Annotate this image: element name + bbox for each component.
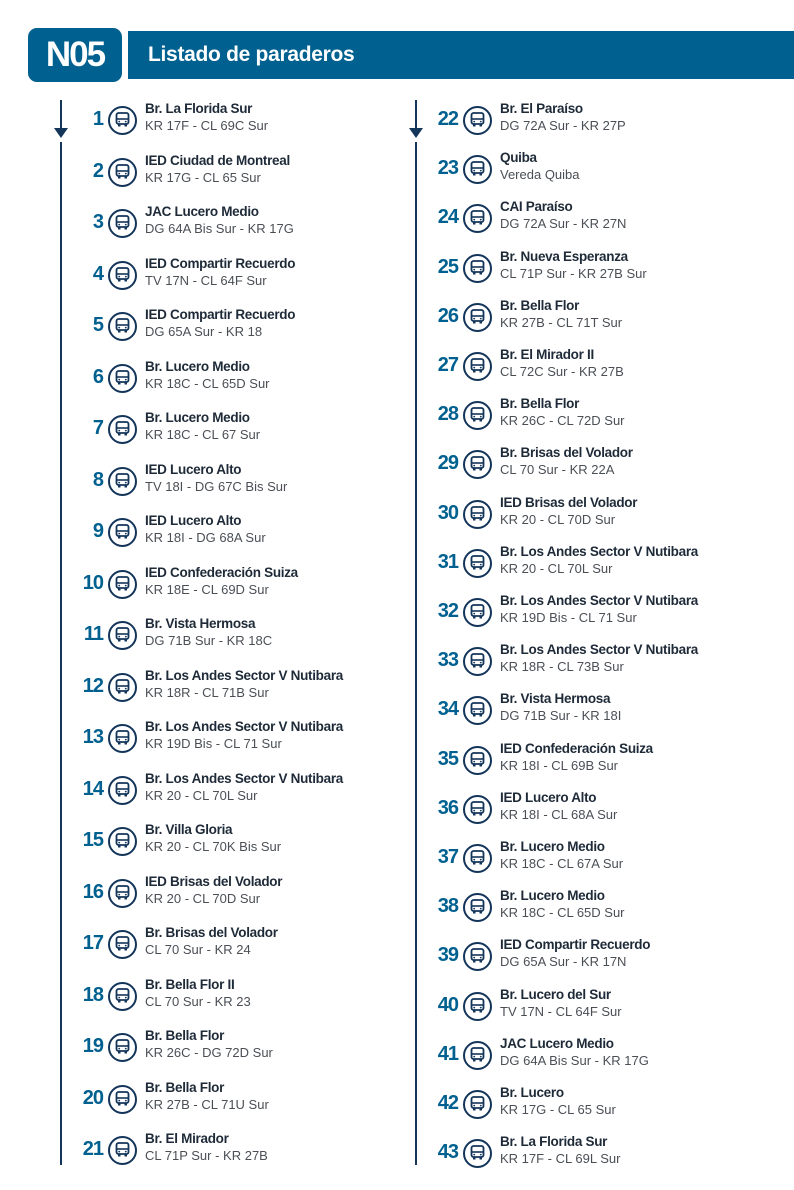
stop-address: DG 72A Sur - KR 27P [500, 118, 626, 133]
stop-address: CL 70 Sur - KR 22A [500, 462, 615, 478]
list-item [40, 410, 400, 450]
stop-number: 22 [437, 108, 458, 130]
stop-number: 39 [437, 944, 458, 967]
stop-name: IED Lucero Alto [145, 461, 242, 477]
stop-number: 35 [437, 747, 458, 770]
stop-name: IED Brisas del Volador [145, 873, 283, 889]
list-item [40, 101, 400, 141]
bus-icon [463, 106, 492, 135]
stop-name: CAI Paraíso [500, 199, 573, 215]
stop-address: CL 70 Sur - KR 23 [145, 993, 251, 1009]
list-item [395, 248, 755, 289]
stop-number: 13 [82, 726, 103, 748]
stop-name: Br. Lucero Medio [145, 410, 250, 425]
bus-icon [108, 312, 137, 341]
stop-number: 43 [437, 1141, 458, 1164]
list-item [40, 307, 400, 347]
bus-icon [108, 158, 137, 187]
stop-address: KR 18I - CL 69B Sur [500, 757, 619, 773]
stop-number: 23 [437, 157, 458, 180]
bus-icon [108, 776, 137, 805]
stop-address: Vereda Quiba [500, 167, 580, 183]
bus-icon [108, 879, 137, 908]
bus-icon [108, 1085, 137, 1114]
bus-icon [463, 303, 492, 332]
stop-name: IED Confederación Suiza [500, 740, 653, 756]
bus-icon [463, 844, 492, 873]
list-item [40, 461, 400, 502]
bus-icon [463, 893, 492, 922]
bus-icon [108, 1033, 137, 1062]
list-item [395, 937, 755, 977]
list-item [40, 719, 400, 759]
bus-icon [463, 352, 492, 381]
stop-name: Br. Vista Hermosa [145, 616, 256, 631]
stop-address: KR 18C - CL 65D Sur [145, 375, 270, 391]
list-item [40, 925, 400, 965]
stop-number: 42 [437, 1092, 458, 1114]
list-item [395, 1085, 755, 1125]
list-item [40, 770, 400, 811]
list-item [395, 494, 755, 535]
stop-name: Br. El Mirador [145, 1131, 229, 1146]
stop-name: Br. Lucero Medio [145, 358, 250, 374]
stop-address: KR 18R - CL 71B Sur [145, 684, 269, 700]
stop-name: Br. La Florida Sur [145, 101, 253, 116]
stop-name: Br. Brisas del Volador [145, 925, 278, 940]
stop-number: 29 [437, 452, 458, 475]
list-item [395, 888, 755, 928]
header-bar [128, 31, 794, 79]
list-item [395, 199, 755, 239]
list-item [395, 740, 755, 781]
list-item [395, 101, 755, 141]
stop-address: DG 72A Sur - KR 27N [500, 216, 627, 232]
stop-name: Br. Los Andes Sector V Nutibara [500, 543, 698, 559]
list-item [40, 822, 400, 862]
stop-number: 16 [82, 880, 103, 903]
list-item [40, 976, 400, 1017]
list-item [395, 691, 755, 731]
stop-address: KR 17G - CL 65 Sur [145, 169, 261, 185]
list-item [40, 255, 400, 296]
list-item [395, 543, 755, 584]
bus-icon [463, 1041, 492, 1070]
stop-number: 3 [92, 211, 103, 233]
stop-address: DG 64A Bis Sur - KR 17G [145, 221, 294, 236]
stop-name: IED Compartir Recuerdo [145, 255, 296, 271]
stop-address: KR 18C - CL 65D Sur [500, 905, 625, 921]
stop-address: KR 27B - CL 71T Sur [500, 314, 623, 330]
stop-name: Br. El Mirador II [500, 347, 594, 362]
stop-address: CL 71P Sur - KR 27B [145, 1148, 268, 1163]
stop-number: 1 [92, 108, 103, 130]
bus-icon [463, 549, 492, 578]
stop-number: 2 [92, 159, 103, 182]
stop-number: 10 [82, 571, 103, 594]
stop-name: Br. Bella Flor [500, 396, 580, 412]
stop-address: KR 17F - CL 69C Sur [145, 118, 269, 133]
stop-address: CL 72C Sur - KR 27B [500, 364, 624, 379]
stop-number: 20 [82, 1086, 103, 1109]
list-item [40, 1131, 400, 1171]
bus-icon [108, 106, 137, 135]
stop-address: KR 19D Bis - CL 71 Sur [500, 610, 637, 625]
list-item [40, 1079, 400, 1120]
stop-number: 15 [82, 829, 103, 851]
list-item [40, 513, 400, 553]
stop-number: 33 [437, 649, 458, 672]
stop-number: 21 [82, 1138, 103, 1160]
stop-name: Br. Nueva Esperanza [500, 248, 628, 264]
stop-address: TV 17N - CL 64F Sur [145, 272, 267, 288]
list-item [40, 667, 400, 708]
stop-name: Br. Los Andes Sector V Nutibara [145, 770, 343, 786]
stop-number: 17 [82, 932, 103, 954]
stop-name: Br. Los Andes Sector V Nutibara [145, 719, 343, 734]
stop-number: 30 [437, 501, 458, 524]
stop-address: TV 17N - CL 64F Sur [500, 1003, 622, 1019]
bus-icon [108, 1136, 137, 1165]
stop-number: 26 [437, 304, 458, 327]
stop-name: Br. Lucero del Sur [500, 986, 611, 1002]
bus-icon [463, 401, 492, 430]
stop-number: 19 [82, 1035, 103, 1057]
list-item [395, 445, 755, 485]
stop-address: TV 18I - DG 67C Bis Sur [145, 478, 288, 494]
stop-name: IED Brisas del Volador [500, 494, 638, 510]
stops-column-right [395, 100, 755, 1170]
stop-number: 5 [92, 314, 103, 336]
stops-column-left [40, 100, 400, 1170]
bus-icon [463, 155, 492, 184]
stop-number: 27 [437, 354, 458, 376]
list-item [395, 1134, 755, 1174]
stop-address: KR 20 - CL 70L Sur [145, 787, 258, 803]
list-item [395, 1035, 755, 1076]
stop-name: Br. Vista Hermosa [500, 691, 611, 707]
bus-icon [463, 795, 492, 824]
bus-icon [463, 696, 492, 725]
stop-number: 38 [437, 895, 458, 918]
list-item [40, 358, 400, 399]
stop-name: Br. Los Andes Sector V Nutibara [145, 667, 343, 683]
list-item [395, 297, 755, 338]
stop-number: 34 [437, 698, 458, 721]
stop-name: IED Ciudad de Montreal [145, 152, 290, 168]
stop-name: IED Lucero Alto [145, 513, 242, 528]
stop-name: JAC Lucero Medio [145, 204, 259, 219]
bus-icon [108, 467, 137, 496]
list-item [395, 839, 755, 879]
stop-number: 14 [82, 777, 103, 800]
bus-icon [108, 982, 137, 1011]
bus-icon [463, 598, 492, 627]
list-item [40, 564, 400, 605]
bus-icon [463, 942, 492, 971]
stop-name: Br. Bella Flor [500, 297, 580, 313]
stop-address: KR 18R - CL 73B Sur [500, 659, 624, 675]
bus-icon [108, 364, 137, 393]
stop-name: IED Lucero Alto [500, 789, 597, 805]
list-item [40, 616, 400, 656]
stop-name: Br. Lucero Medio [500, 888, 605, 904]
stop-name: JAC Lucero Medio [500, 1035, 614, 1051]
stop-number: 40 [437, 993, 458, 1016]
stop-name: Br. Bella Flor [145, 1028, 225, 1043]
stop-name: Br. Villa Gloria [145, 822, 233, 837]
stop-address: KR 18C - CL 67A Sur [500, 856, 624, 871]
stop-number: 8 [92, 468, 103, 491]
stop-number: 18 [82, 983, 103, 1006]
stop-number: 37 [437, 846, 458, 868]
stop-name: IED Confederación Suiza [145, 564, 298, 580]
stop-address: CL 70 Sur - KR 24 [145, 942, 251, 957]
stop-name: Quiba [500, 150, 537, 166]
bus-icon [463, 992, 492, 1021]
stop-number: 41 [437, 1042, 458, 1065]
bus-icon [463, 204, 492, 233]
bus-icon [463, 647, 492, 676]
stop-name: Br. El Paraíso [500, 101, 583, 116]
list-item [40, 1028, 400, 1068]
list-item [395, 642, 755, 682]
stop-number: 11 [83, 623, 103, 645]
stop-address: KR 26C - CL 72D Sur [500, 413, 625, 429]
stop-name: Br. La Florida Sur [500, 1134, 608, 1150]
bus-icon [463, 450, 492, 479]
stop-address: KR 27B - CL 71U Sur [145, 1096, 269, 1112]
stop-address: KR 17F - CL 69L Sur [500, 1151, 621, 1167]
bus-icon [108, 724, 137, 753]
stop-name: Br. Los Andes Sector V Nutibara [500, 642, 698, 658]
stop-address: KR 18I - DG 68A Sur [145, 530, 266, 545]
stop-name: IED Compartir Recuerdo [500, 937, 651, 953]
list-item [395, 347, 755, 387]
stop-address: KR 19D Bis - CL 71 Sur [145, 736, 282, 751]
stop-name: IED Compartir Recuerdo [145, 307, 296, 322]
list-item [40, 152, 400, 193]
stop-number: 28 [437, 403, 458, 426]
stop-address: KR 20 - CL 70D Sur [145, 890, 261, 906]
stop-name: Br. Lucero [500, 1085, 564, 1100]
stop-address: CL 71P Sur - KR 27B Sur [500, 265, 647, 281]
bus-icon [108, 261, 137, 290]
bus-icon [108, 518, 137, 547]
stop-number: 24 [437, 206, 458, 229]
stop-number: 25 [437, 255, 458, 278]
list-item [395, 593, 755, 633]
stop-address: DG 65A Sur - KR 17N [500, 954, 627, 970]
list-item [40, 204, 400, 244]
list-item [40, 873, 400, 914]
page-title: Listado de paraderos [148, 43, 355, 66]
bus-icon [108, 930, 137, 959]
stop-address: KR 20 - CL 70D Sur [500, 511, 616, 527]
stop-address: KR 17G - CL 65 Sur [500, 1102, 616, 1117]
stop-address: DG 65A Sur - KR 18 [145, 324, 263, 339]
stop-number: 32 [437, 600, 458, 622]
stop-address: KR 18E - CL 69D Sur [145, 581, 269, 597]
bus-icon [463, 746, 492, 775]
bus-icon [463, 1139, 492, 1168]
stop-address: DG 64A Bis Sur - KR 17G [500, 1052, 649, 1068]
bus-icon [108, 621, 137, 650]
stop-name: Br. Lucero Medio [500, 839, 605, 854]
bus-icon [108, 209, 137, 238]
stop-address: DG 71B Sur - KR 18I [500, 708, 622, 724]
list-item [395, 986, 755, 1027]
bus-icon [108, 673, 137, 702]
bus-icon [108, 415, 137, 444]
list-item [395, 150, 755, 190]
stop-number: 4 [92, 262, 103, 285]
stop-number: 31 [437, 550, 458, 573]
stop-number: 9 [92, 520, 103, 542]
stop-address: KR 18C - CL 67 Sur [145, 427, 261, 442]
stop-address: KR 20 - CL 70K Bis Sur [145, 839, 282, 854]
stop-number: 36 [437, 796, 458, 819]
bus-icon [108, 570, 137, 599]
list-item [395, 789, 755, 830]
list-item [395, 396, 755, 436]
stop-name: Br. Bella Flor II [145, 976, 235, 992]
stop-name: Br. Bella Flor [145, 1079, 225, 1095]
stop-name: Br. Brisas del Volador [500, 445, 633, 461]
bus-icon [463, 500, 492, 529]
stop-address: DG 71B Sur - KR 18C [145, 633, 273, 648]
route-badge [28, 28, 122, 82]
stop-number: 12 [82, 674, 103, 697]
route-code: N05 [45, 35, 105, 74]
bus-icon [463, 1090, 492, 1119]
stop-address: KR 20 - CL 70L Sur [500, 560, 613, 576]
stop-address: KR 18I - CL 68A Sur [500, 806, 618, 822]
stop-name: Br. Los Andes Sector V Nutibara [500, 593, 698, 608]
bus-icon [108, 827, 137, 856]
stop-address: KR 26C - DG 72D Sur [145, 1045, 273, 1060]
stop-number: 7 [92, 417, 103, 439]
bus-icon [463, 254, 492, 283]
stop-number: 6 [92, 365, 103, 388]
